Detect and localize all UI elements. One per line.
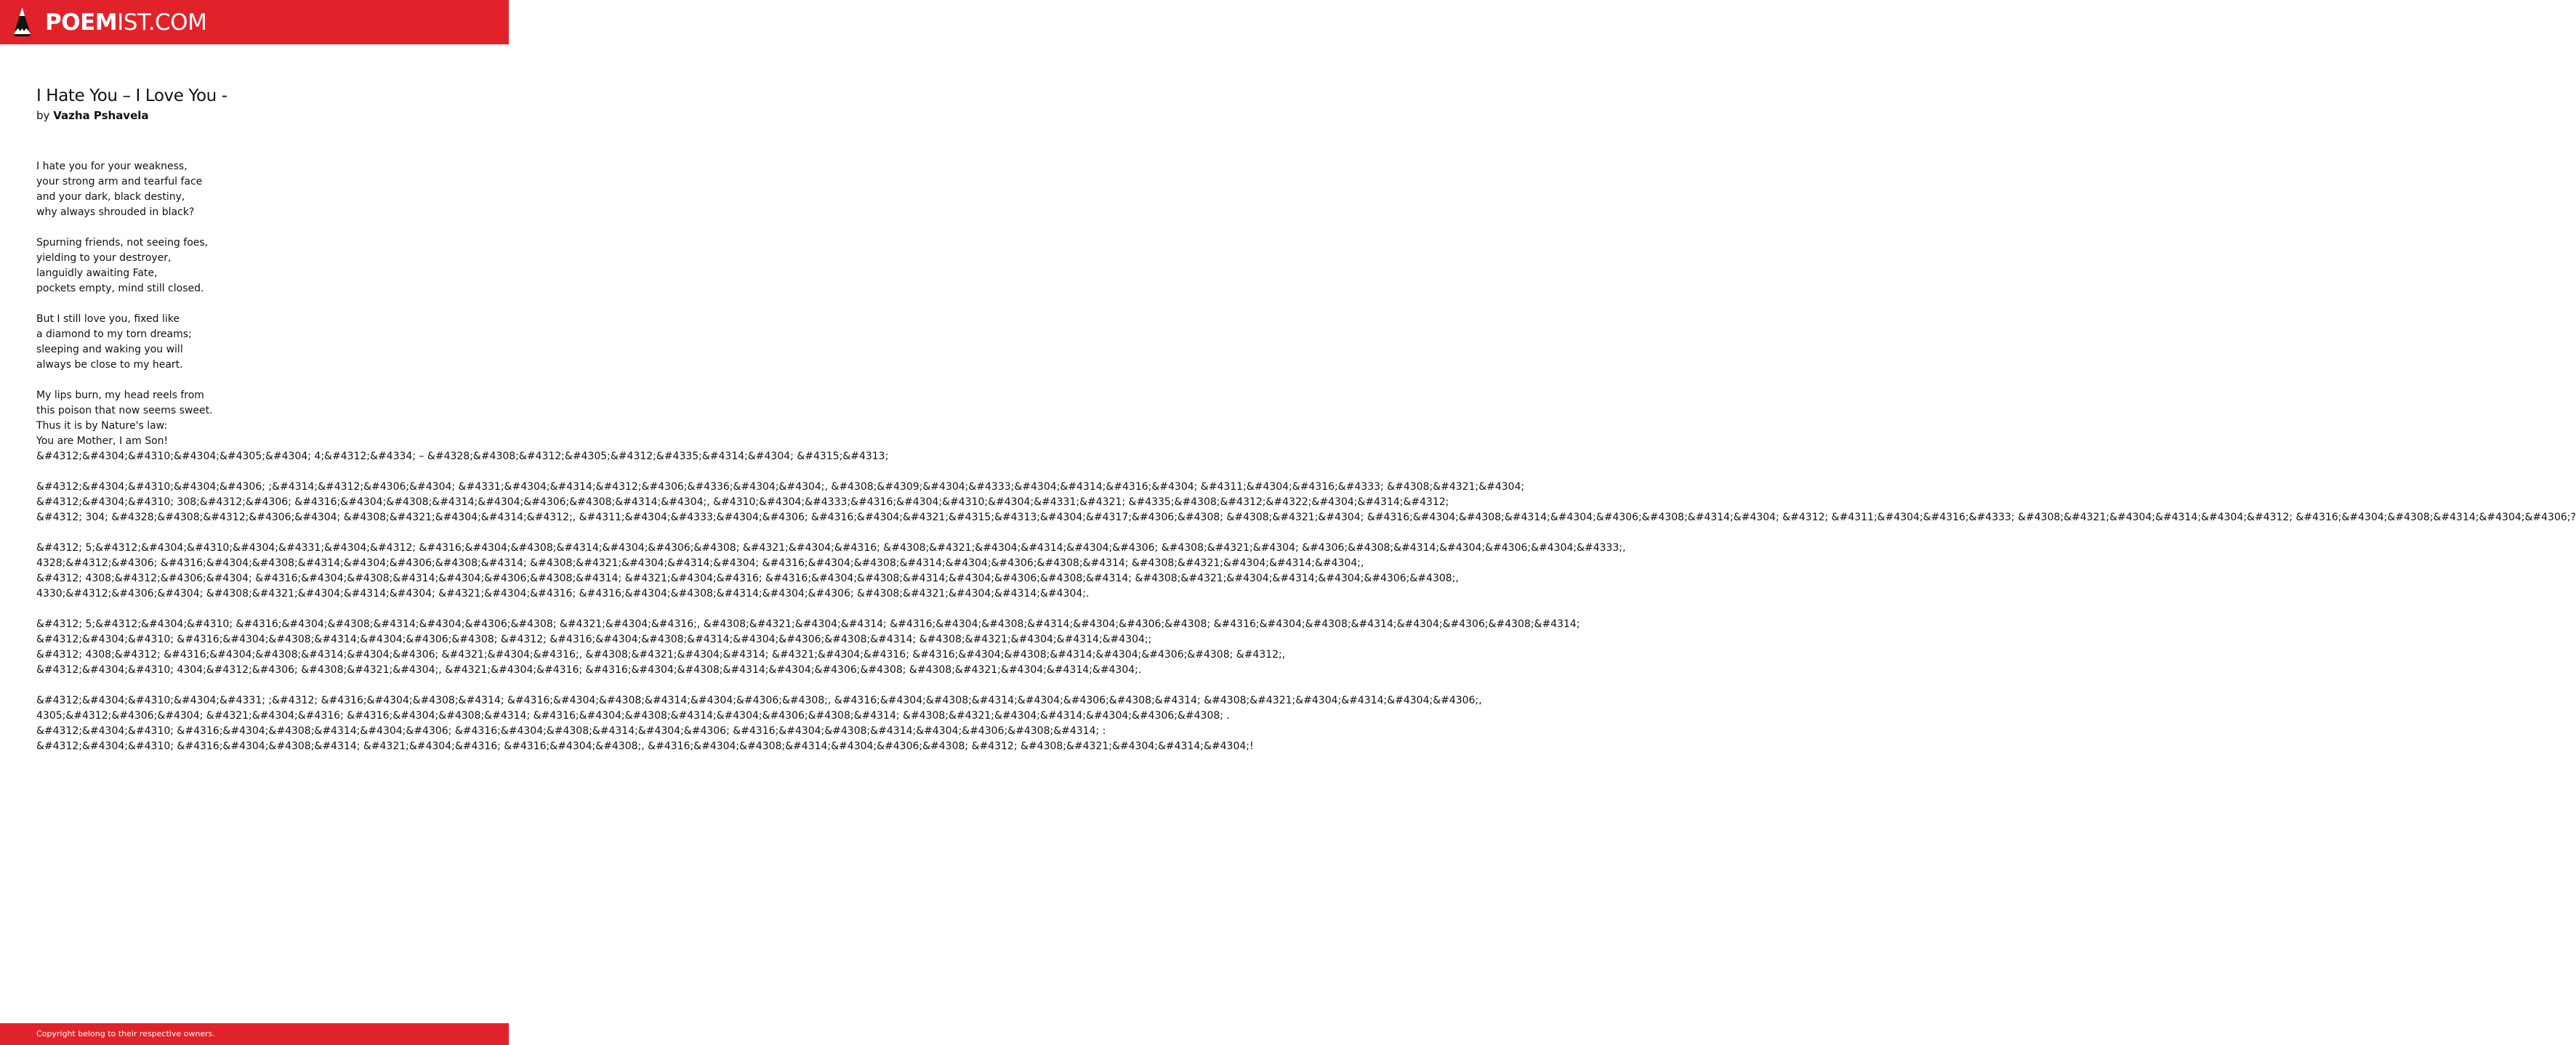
poem-line — [36, 525, 225, 541]
poem-line: a diamond to my torn dreams; — [36, 328, 192, 340]
poem-line: &#4312;&#4304;&#4310;&#4304;&#4305;&#4304; 4;&#4312;&#4334; – &#4328;&#4308;&#4312;&#4305;&#4312;&#4335;&#4314;&#4304; &#4315;&#4313; — [36, 451, 889, 462]
poem-line: &#4312;&#4304;&#4310; 308;&#4312;&#4306; &#4316;&#4304;&#4308;&#4314;&#4304;&#4306;&#4308;&#4314;&#4304;, &#4310;&#4304;&#4333;&#4316;&#4304;&#4310;&#4304;&#4331;&#4321; &#4335;&#4308;&#4312;&#4322;&#4304;&#4314;&#4312; — [36, 496, 1449, 508]
poem-author: Vazha Pshavela — [53, 109, 149, 122]
poem-line: &#4312; 4308;&#4312;&#4306;&#4304; &#4316;&#4304;&#4308;&#4314;&#4304;&#4306;&#4308;&#4314; &#4321;&#4304;&#4316; &#4316;&#4304;&#4308;&#4314;&#4304;&#4306;&#4308;&#4314; &#4308;&#4321;&#4304;&#4314;&#4304;&#4306;&#4308;, — [36, 573, 1459, 584]
poem-line: your strong arm and tearful face — [36, 176, 203, 187]
poem-line: 4330;&#4312;&#4306;&#4304; &#4308;&#4321;&#4304;&#4314;&#4304; &#4321;&#4304;&#4316; &#4316;&#4304;&#4308;&#4314;&#4304;&#4306; &#4308;&#4321;&#4304;&#4314;&#4304;. — [36, 588, 1090, 600]
poem-line: &#4312; 5;&#4312;&#4304;&#4310; &#4316;&#4304;&#4308;&#4314;&#4304;&#4306;&#4308; &#4321;&#4304;&#4316;, &#4308;&#4321;&#4304;&#4314; &#4316;&#4304;&#4308;&#4314;&#4304;&#4306;&#4308; &#4316;&#4304;&#4308;&#4314;&#4304;&#4306;&#4308;&#4314; — [36, 618, 1580, 630]
poem-line: &#4312; 304; &#4328;&#4308;&#4312;&#4306;&#4304; &#4308;&#4321;&#4304;&#4314;&#4312;, &#4311;&#4304;&#4333;&#4304;&#4306; &#4316;&#4304;&#4321;&#4315;&#4313;&#4304;&#4317;&#4306;&#4308; &#4308;&#4321;&#4304; &#4316;&#4304;&#4308;&#4314;&#4304;&#4306;&#4308;&#4314;&#4304; &#4312; &#4311;&#4304;&#4316;&#4333; &#4308;&#4321;&#4304;&#4314;&#4304;&#4312; &#4316;&#4304;&#4308;&#4314;&#4304;&#4306;? — [36, 512, 2576, 523]
poem-line: this poison that now seems sweet. — [36, 405, 213, 416]
poem-line: 4328;&#4312;&#4306; &#4316;&#4304;&#4308;&#4314;&#4304;&#4306;&#4308;&#4314; &#4308;&#4321;&#4304;&#4314;&#4304; &#4316;&#4304;&#4308;&#4314;&#4304;&#4306;&#4308;&#4314; &#4308;&#4321;&#4304;&#4314;&#4304;, — [36, 557, 1364, 569]
poem-line: &#4312;&#4304;&#4310; 4304;&#4312;&#4306; &#4308;&#4321;&#4304;, &#4321;&#4304;&#4316; &#4316;&#4304;&#4308;&#4314;&#4304;&#4306;&#4308; &#4308;&#4321;&#4304;&#4314;&#4304;. — [36, 664, 1142, 676]
poem-line: I hate you for your weakness, — [36, 161, 188, 172]
by-label: by — [36, 109, 50, 122]
poem-line: &#4312;&#4304;&#4310; &#4316;&#4304;&#4308;&#4314;&#4304;&#4306; &#4316;&#4304;&#4308;&#4314;&#4304;&#4306; &#4316;&#4304;&#4308;&#4314;&#4304;&#4306;&#4308;&#4314; : — [36, 725, 1106, 737]
poem-body — [36, 159, 2576, 754]
poem-line — [36, 296, 225, 312]
site-logo-link[interactable] — [45, 8, 206, 37]
logo-light-text: IST.COM — [117, 9, 207, 36]
poem-line: &#4312;&#4304;&#4310;&#4304;&#4306; ;&#4314;&#4312;&#4306;&#4304; &#4331;&#4304;&#4314;&#4312;&#4306;&#4336;&#4304;&#4304;, &#4308;&#4309;&#4304;&#4333;&#4304;&#4314;&#4316;&#4304; &#4311;&#4304;&#4316;&#4333; &#4308;&#4321;&#4304; — [36, 481, 1525, 493]
poem-line: always be close to my heart. — [36, 359, 183, 371]
poem-line — [36, 220, 225, 235]
poem-title: I Hate You – I Love You - — [36, 86, 228, 105]
copyright-text: Copyright belong to their respective owners. — [36, 1029, 215, 1038]
poem-line: &#4312;&#4304;&#4310; &#4316;&#4304;&#4308;&#4314; &#4321;&#4304;&#4316; &#4316;&#4304;&#4308;, &#4316;&#4304;&#4308;&#4314;&#4304;&#4306;&#4308; &#4312; &#4308;&#4321;&#4304;&#4314;&#4304;! — [36, 741, 1254, 752]
poem-line — [36, 464, 225, 480]
poem-line: &#4312;&#4304;&#4310;&#4304;&#4331; ;&#4312; &#4316;&#4304;&#4308;&#4314; &#4316;&#4304;&#4308;&#4314;&#4304;&#4306;&#4308;, &#4316;&#4304;&#4308;&#4314;&#4304;&#4306;&#4308;&#4314; &#4308;&#4321;&#4304;&#4314;&#4304;&#4306;, — [36, 695, 1482, 706]
logo-bold-text: POEM — [45, 9, 118, 36]
poem-line — [36, 373, 225, 388]
poem-line: Thus it is by Nature's law: — [36, 420, 168, 432]
pencil-logo-icon[interactable] — [13, 7, 31, 37]
poem-line: why always shrouded in black? — [36, 206, 195, 218]
poem-line: languidly awaiting Fate, — [36, 267, 158, 279]
poem-line: yielding to your destroyer, — [36, 252, 172, 264]
poem-line: &#4312;&#4304;&#4310; &#4316;&#4304;&#4308;&#4314;&#4304;&#4306;&#4308; &#4312; &#4316;&#4304;&#4308;&#4314;&#4304;&#4306;&#4308;&#4314; &#4308;&#4321;&#4304;&#4314;&#4304;; — [36, 634, 1152, 645]
site-header — [0, 0, 509, 44]
poem-line: But I still love you, fixed like — [36, 313, 180, 325]
poem-line: You are Mother, I am Son! — [36, 435, 169, 447]
poem-line: Spurning friends, not seeing foes, — [36, 237, 209, 249]
poem-line: 4305;&#4312;&#4306;&#4304; &#4321;&#4304;&#4316; &#4316;&#4304;&#4308;&#4314; &#4316;&#4304;&#4308;&#4314;&#4304;&#4306;&#4308;&#4314; &#4308;&#4321;&#4304;&#4314;&#4304;&#4306;&#4308; . — [36, 710, 1230, 722]
poem-line: sleeping and waking you will — [36, 344, 183, 355]
poem-line: &#4312; 4308;&#4312; &#4316;&#4304;&#4308;&#4314;&#4304;&#4306; &#4321;&#4304;&#4316;, &#4308;&#4321;&#4304;&#4314; &#4321;&#4304;&#4316; &#4316;&#4304;&#4308;&#4314;&#4304;&#4306;&#4308; &#4312;, — [36, 649, 1286, 661]
poem-line: My lips burn, my head reels from — [36, 390, 204, 401]
poem-line: pockets empty, mind still closed. — [36, 283, 204, 294]
poem-line: and your dark, black destiny, — [36, 191, 185, 203]
poem-line — [36, 602, 225, 617]
site-footer — [0, 1023, 509, 1045]
poem-byline — [36, 108, 149, 123]
poem-line: &#4312; 5;&#4312;&#4304;&#4310;&#4304;&#4331;&#4304;&#4312; &#4316;&#4304;&#4308;&#4314;&#4304;&#4306;&#4308; &#4321;&#4304;&#4316; &#4308;&#4321;&#4304;&#4314;&#4304;&#4306; &#4308;&#4321;&#4304; &#4306;&#4308;&#4314;&#4304;&#4306;&#4304;&#4333;, — [36, 542, 1626, 554]
poem-line — [36, 678, 225, 693]
